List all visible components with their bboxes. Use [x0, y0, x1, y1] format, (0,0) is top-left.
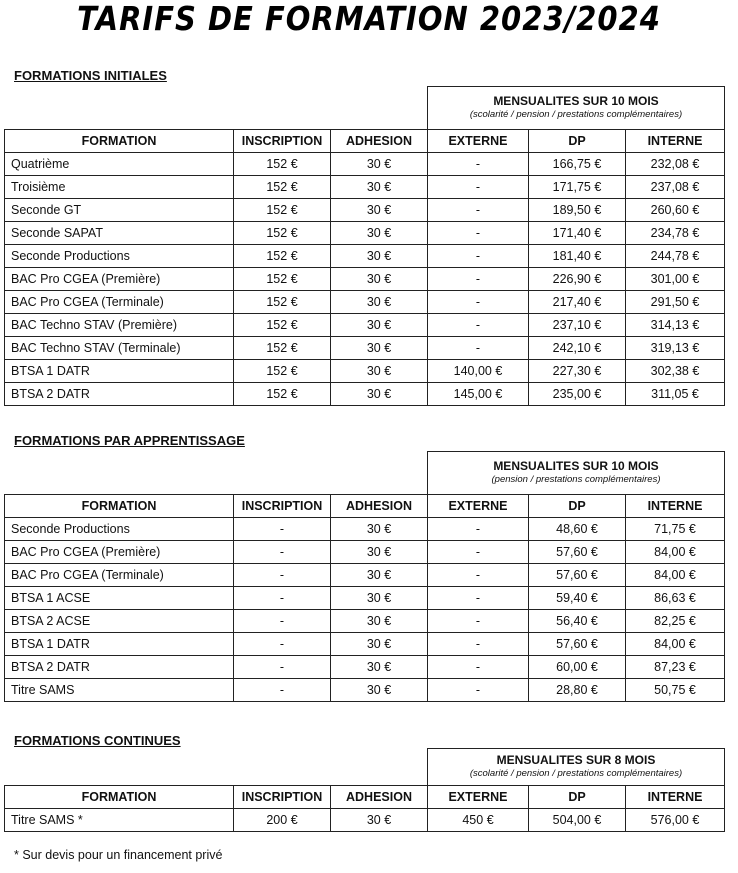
- cell-dp: 171,75 €: [529, 176, 626, 199]
- cell-interne: 244,78 €: [626, 245, 725, 268]
- cell-dp: 189,50 €: [529, 199, 626, 222]
- col-header-formation: FORMATION: [5, 130, 234, 153]
- cell-interne: 232,08 €: [626, 153, 725, 176]
- table-row: [5, 222, 725, 245]
- cell-formation: Seconde Productions: [5, 518, 234, 541]
- cell-dp: 227,30 €: [529, 360, 626, 383]
- cell-interne: 291,50 €: [626, 291, 725, 314]
- cell-dp: 226,90 €: [529, 268, 626, 291]
- section-title-apprentissage: FORMATIONS PAR APPRENTISSAGE: [14, 433, 245, 448]
- cell-interne: 237,08 €: [626, 176, 725, 199]
- cell-adhesion: 30 €: [331, 679, 428, 702]
- table-row: [5, 541, 725, 564]
- table-row: [5, 610, 725, 633]
- cell-interne: 301,00 €: [626, 268, 725, 291]
- cell-adhesion: 30 €: [331, 809, 428, 832]
- cell-inscription: 152 €: [234, 383, 331, 406]
- col-header-externe: EXTERNE: [428, 786, 529, 809]
- cell-formation: BAC Pro CGEA (Première): [5, 268, 234, 291]
- cell-formation: BTSA 2 DATR: [5, 656, 234, 679]
- cell-externe: 450 €: [428, 809, 529, 832]
- cell-dp: 57,60 €: [529, 564, 626, 587]
- cell-formation: BAC Pro CGEA (Première): [5, 541, 234, 564]
- table-row: [5, 337, 725, 360]
- table-row: [5, 360, 725, 383]
- cell-formation: Seconde GT: [5, 199, 234, 222]
- cell-inscription: -: [234, 656, 331, 679]
- cell-interne: 71,75 €: [626, 518, 725, 541]
- mensualites-header: [428, 452, 725, 495]
- cell-adhesion: 30 €: [331, 360, 428, 383]
- col-header-externe: EXTERNE: [428, 495, 529, 518]
- cell-formation: BAC Techno STAV (Première): [5, 314, 234, 337]
- cell-externe: -: [428, 291, 529, 314]
- cell-dp: 57,60 €: [529, 633, 626, 656]
- mensualites-header: [428, 749, 725, 786]
- cell-externe: -: [428, 518, 529, 541]
- col-header-inscription: INSCRIPTION: [234, 786, 331, 809]
- cell-inscription: 152 €: [234, 176, 331, 199]
- cell-dp: 59,40 €: [529, 587, 626, 610]
- cell-adhesion: 30 €: [331, 610, 428, 633]
- cell-interne: 84,00 €: [626, 564, 725, 587]
- cell-inscription: -: [234, 541, 331, 564]
- cell-externe: -: [428, 222, 529, 245]
- cell-formation: BTSA 2 DATR: [5, 383, 234, 406]
- col-header-inscription: INSCRIPTION: [234, 130, 331, 153]
- mensualites-subtitle: (scolarité / pension / prestations complémentaires): [469, 768, 683, 779]
- cell-dp: 171,40 €: [529, 222, 626, 245]
- table-row: [5, 679, 725, 702]
- table-row: [5, 383, 725, 406]
- cell-dp: 181,40 €: [529, 245, 626, 268]
- cell-formation: Quatrième: [5, 153, 234, 176]
- table-row: [5, 153, 725, 176]
- mensualites-title: MENSUALITES SUR 10 MOIS: [493, 459, 659, 473]
- cell-adhesion: 30 €: [331, 176, 428, 199]
- cell-adhesion: 30 €: [331, 222, 428, 245]
- cell-externe: -: [428, 337, 529, 360]
- cell-formation: BAC Techno STAV (Terminale): [5, 337, 234, 360]
- cell-interne: 50,75 €: [626, 679, 725, 702]
- table-row: [5, 587, 725, 610]
- cell-interne: 87,23 €: [626, 656, 725, 679]
- table-row: [5, 199, 725, 222]
- cell-adhesion: 30 €: [331, 291, 428, 314]
- cell-inscription: -: [234, 610, 331, 633]
- table-apprentissage: [4, 451, 725, 702]
- cell-interne: 82,25 €: [626, 610, 725, 633]
- col-header-interne: INTERNE: [626, 495, 725, 518]
- cell-interne: 86,63 €: [626, 587, 725, 610]
- cell-externe: -: [428, 176, 529, 199]
- cell-formation: Seconde SAPAT: [5, 222, 234, 245]
- cell-externe: 140,00 €: [428, 360, 529, 383]
- mensualites-subtitle: (pension / prestations complémentaires): [491, 474, 661, 485]
- col-header-formation: FORMATION: [5, 786, 234, 809]
- cell-inscription: -: [234, 564, 331, 587]
- cell-externe: -: [428, 679, 529, 702]
- cell-interne: 234,78 €: [626, 222, 725, 245]
- cell-inscription: -: [234, 587, 331, 610]
- cell-dp: 56,40 €: [529, 610, 626, 633]
- col-header-dp: DP: [529, 495, 626, 518]
- cell-adhesion: 30 €: [331, 518, 428, 541]
- page-title: TARIFS DE FORMATION 2023/2024: [77, 0, 661, 39]
- cell-externe: -: [428, 633, 529, 656]
- cell-inscription: 152 €: [234, 291, 331, 314]
- cell-formation: BTSA 1 ACSE: [5, 587, 234, 610]
- cell-dp: 237,10 €: [529, 314, 626, 337]
- cell-dp: 235,00 €: [529, 383, 626, 406]
- cell-interne: 576,00 €: [626, 809, 725, 832]
- cell-dp: 217,40 €: [529, 291, 626, 314]
- cell-adhesion: 30 €: [331, 633, 428, 656]
- cell-interne: 260,60 €: [626, 199, 725, 222]
- cell-inscription: 152 €: [234, 314, 331, 337]
- col-header-adhesion: ADHESION: [331, 786, 428, 809]
- cell-externe: -: [428, 587, 529, 610]
- cell-formation: BTSA 1 DATR: [5, 633, 234, 656]
- cell-dp: 28,80 €: [529, 679, 626, 702]
- cell-interne: 311,05 €: [626, 383, 725, 406]
- table-row: [5, 268, 725, 291]
- cell-dp: 166,75 €: [529, 153, 626, 176]
- cell-interne: 314,13 €: [626, 314, 725, 337]
- footnote: * Sur devis pour un financement privé: [14, 848, 223, 862]
- mensualites-title: MENSUALITES SUR 8 MOIS: [496, 753, 656, 767]
- mensualites-subtitle: (scolarité / pension / prestations complémentaires): [469, 109, 683, 120]
- cell-formation: Seconde Productions: [5, 245, 234, 268]
- cell-externe: -: [428, 314, 529, 337]
- cell-inscription: 152 €: [234, 199, 331, 222]
- cell-inscription: -: [234, 518, 331, 541]
- table-row: [5, 518, 725, 541]
- cell-interne: 319,13 €: [626, 337, 725, 360]
- cell-externe: -: [428, 610, 529, 633]
- cell-externe: -: [428, 199, 529, 222]
- table-row: [5, 633, 725, 656]
- cell-externe: -: [428, 153, 529, 176]
- col-header-dp: DP: [529, 786, 626, 809]
- cell-adhesion: 30 €: [331, 268, 428, 291]
- table-row: [5, 314, 725, 337]
- cell-externe: -: [428, 541, 529, 564]
- table-initiales: [4, 86, 725, 406]
- cell-adhesion: 30 €: [331, 587, 428, 610]
- cell-formation: BAC Pro CGEA (Terminale): [5, 291, 234, 314]
- cell-inscription: 152 €: [234, 245, 331, 268]
- table-row: [5, 291, 725, 314]
- cell-externe: -: [428, 245, 529, 268]
- table-row: [5, 809, 725, 832]
- cell-adhesion: 30 €: [331, 314, 428, 337]
- cell-inscription: 152 €: [234, 268, 331, 291]
- col-header-interne: INTERNE: [626, 130, 725, 153]
- cell-dp: 60,00 €: [529, 656, 626, 679]
- cell-inscription: -: [234, 679, 331, 702]
- cell-inscription: 152 €: [234, 222, 331, 245]
- cell-adhesion: 30 €: [331, 541, 428, 564]
- cell-externe: -: [428, 564, 529, 587]
- cell-dp: 242,10 €: [529, 337, 626, 360]
- cell-dp: 48,60 €: [529, 518, 626, 541]
- cell-adhesion: 30 €: [331, 199, 428, 222]
- cell-externe: -: [428, 656, 529, 679]
- cell-formation: BTSA 1 DATR: [5, 360, 234, 383]
- section-title-continues: FORMATIONS CONTINUES: [14, 733, 181, 748]
- section-title-initiales: FORMATIONS INITIALES: [14, 68, 167, 83]
- cell-inscription: 152 €: [234, 153, 331, 176]
- col-header-formation: FORMATION: [5, 495, 234, 518]
- table-row: [5, 656, 725, 679]
- col-header-interne: INTERNE: [626, 786, 725, 809]
- cell-adhesion: 30 €: [331, 337, 428, 360]
- col-header-adhesion: ADHESION: [331, 130, 428, 153]
- col-header-inscription: INSCRIPTION: [234, 495, 331, 518]
- cell-adhesion: 30 €: [331, 656, 428, 679]
- cell-adhesion: 30 €: [331, 383, 428, 406]
- cell-dp: 504,00 €: [529, 809, 626, 832]
- cell-externe: 145,00 €: [428, 383, 529, 406]
- cell-formation: BTSA 2 ACSE: [5, 610, 234, 633]
- table-row: [5, 245, 725, 268]
- table-continues: [4, 748, 725, 832]
- col-header-adhesion: ADHESION: [331, 495, 428, 518]
- cell-formation: Titre SAMS *: [5, 809, 234, 832]
- table-row: [5, 176, 725, 199]
- mensualites-title: MENSUALITES SUR 10 MOIS: [493, 94, 659, 108]
- cell-interne: 302,38 €: [626, 360, 725, 383]
- cell-externe: -: [428, 268, 529, 291]
- cell-inscription: -: [234, 633, 331, 656]
- cell-interne: 84,00 €: [626, 541, 725, 564]
- cell-inscription: 152 €: [234, 360, 331, 383]
- mensualites-header: [428, 87, 725, 130]
- col-header-externe: EXTERNE: [428, 130, 529, 153]
- cell-formation: BAC Pro CGEA (Terminale): [5, 564, 234, 587]
- cell-adhesion: 30 €: [331, 153, 428, 176]
- cell-adhesion: 30 €: [331, 564, 428, 587]
- col-header-dp: DP: [529, 130, 626, 153]
- cell-adhesion: 30 €: [331, 245, 428, 268]
- cell-formation: Titre SAMS: [5, 679, 234, 702]
- table-row: [5, 564, 725, 587]
- cell-formation: Troisième: [5, 176, 234, 199]
- cell-inscription: 200 €: [234, 809, 331, 832]
- cell-inscription: 152 €: [234, 337, 331, 360]
- cell-interne: 84,00 €: [626, 633, 725, 656]
- cell-dp: 57,60 €: [529, 541, 626, 564]
